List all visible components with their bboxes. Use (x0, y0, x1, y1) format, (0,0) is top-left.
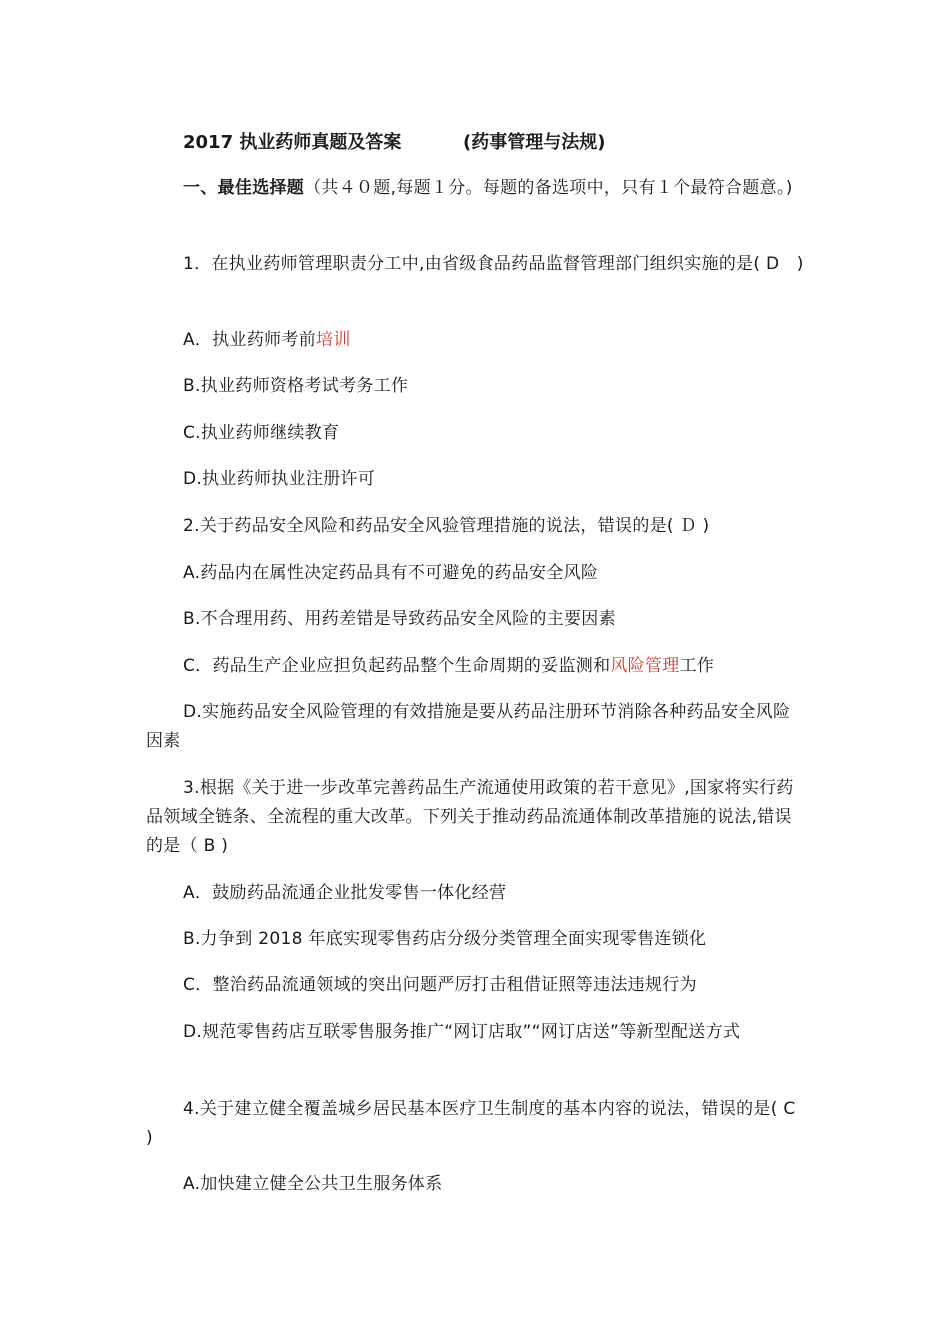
option-c-suffix: 工作 (679, 656, 715, 676)
question-3-stem: 3.根据《关于进一步改革完善药品生产流通使用政策的若干意见》,国家将实行药品领域全链条、全流程的重大改革。下列关于推动药品流通体制改革措施的说法,错误的是（ B ) (146, 778, 794, 856)
question-2-stem: 2.关于药品安全风险和药品安全风验管理措施的说法，错误的是( Ｄ ) (183, 516, 710, 536)
section-heading-label: 一、最佳选择题 (183, 178, 305, 198)
question-1-stem: 1．在执业药师管理职责分工中,由省级食品药品监督管理部门组织实施的是( D ) (183, 254, 804, 274)
title-subject: (药事管理与法规) (463, 132, 606, 153)
section-description: （共４０题,每题１分。每题的备选项中，只有１个最符合题意。) (304, 178, 793, 198)
question-4-option-a: A.加快建立健全公共卫生服务体系 (183, 1174, 443, 1194)
question-2-option-c (146, 652, 806, 681)
question-1-option-a (146, 326, 806, 355)
option-a-text: A．执业药师考前 (183, 330, 317, 350)
option-c-text: C．药品生产企业应担负起药品整个生命周期的妥监测和 (183, 656, 611, 676)
question-1-option-d: D.执业药师执业注册许可 (183, 469, 376, 489)
title-main: 2017 执业药师真题及答案 (183, 132, 402, 153)
question-3-option-a: A．鼓励药品流通企业批发零售一体化经营 (183, 883, 507, 903)
section-heading (146, 174, 806, 203)
question-2-option-d: D.实施药品安全风险管理的有效措施是要从药品注册环节消除各种药品安全风险因素 (146, 702, 791, 751)
question-1-option-b: B.执业药师资格考试考务工作 (183, 376, 409, 396)
question-1-option-c: C.执业药师继续教育 (183, 423, 340, 443)
question-3-option-d: D.规范零售药店互联零售服务推广“网订店取”“网订店送”等新型配送方式 (183, 1022, 741, 1042)
question-3-option-b: B.力争到 2018 年底实现零售药店分级分类管理全面实现零售连锁化 (183, 929, 707, 949)
document-title (183, 128, 606, 157)
question-2-option-b: B.不合理用药、用药差错是导致药品安全风险的主要因素 (183, 609, 616, 629)
question-3-option-c: C．整治药品流通领域的突出问题严厉打击租借证照等违法违规行为 (183, 975, 697, 995)
question-4-stem: 4.关于建立健全覆盖城乡居民基本医疗卫生制度的基本内容的说法，错误的是( C ) (146, 1099, 796, 1148)
risk-management-link[interactable]: 风险管理 (610, 656, 680, 676)
training-link[interactable]: 培训 (316, 330, 351, 350)
question-2-option-a: A.药品内在属性决定药品具有不可避免的药品安全风险 (183, 563, 599, 583)
